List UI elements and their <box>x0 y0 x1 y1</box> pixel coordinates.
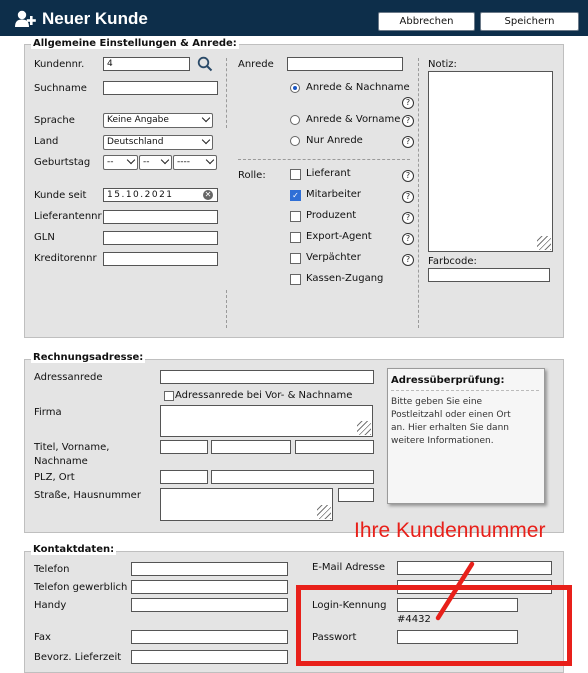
creditor-no-label: Kreditorennr <box>34 253 97 264</box>
address-salutation-checkbox-label: Adressanrede bei Vor- & Nachname <box>175 390 353 401</box>
role-checkbox-export-agent[interactable] <box>290 232 301 243</box>
role-checkbox-lessor[interactable] <box>290 253 301 264</box>
address-salutation-field[interactable] <box>160 370 374 384</box>
phone-business-field[interactable] <box>131 580 288 594</box>
address-verify-title: Adressüberprüfung: <box>391 375 505 386</box>
login-hint: #4432 <box>397 614 431 625</box>
section-divider <box>238 159 410 160</box>
firstname-field[interactable] <box>211 440 291 454</box>
gln-label: GLN <box>34 232 55 243</box>
annotation-arrow <box>430 560 480 624</box>
zip-field[interactable] <box>160 470 208 484</box>
resize-grip-icon[interactable] <box>317 505 331 519</box>
role-checkbox-producer[interactable] <box>290 211 301 222</box>
supplier-no-field[interactable] <box>103 210 218 224</box>
birthday-year-select[interactable] <box>173 155 217 170</box>
customer-since-field[interactable]: 15.10.2021 <box>103 188 218 202</box>
role-label-producer: Produzent <box>306 210 357 221</box>
verify-text-line: Postleitzahl oder einen Ort <box>391 410 511 420</box>
name-label-line1: Titel, Vorname, <box>34 442 110 453</box>
city-field[interactable] <box>211 470 374 484</box>
address-salutation-checkbox[interactable] <box>164 391 174 401</box>
language-label: Sprache <box>34 115 75 126</box>
search-name-label: Suchname <box>34 83 87 94</box>
role-checkbox-cash-access[interactable] <box>290 274 301 285</box>
login-label: Login-Kennung <box>312 600 387 611</box>
help-icon[interactable]: ? <box>402 212 414 224</box>
fax-field[interactable] <box>131 630 288 644</box>
email-label: E-Mail Adresse <box>312 562 386 573</box>
section-divider <box>391 390 539 391</box>
help-icon[interactable]: ? <box>402 233 414 245</box>
add-user-icon <box>15 10 37 28</box>
role-checkbox-employee[interactable]: ✓ <box>290 190 301 201</box>
role-label-supplier: Lieferant <box>306 168 351 179</box>
house-no-field[interactable] <box>338 488 374 502</box>
gln-field[interactable] <box>103 231 218 245</box>
resize-grip-icon[interactable] <box>357 421 371 435</box>
page-title: Neuer Kunde <box>42 9 148 28</box>
phone-business-label: Telefon gewerblich <box>34 582 128 593</box>
country-label: Land <box>34 136 59 147</box>
general-legend: Allgemeine Einstellungen & Anrede: <box>33 38 237 49</box>
cancel-button[interactable]: Abbrechen <box>378 12 475 31</box>
customer-since-label: Kunde seit <box>34 190 87 201</box>
language-value: Keine Angabe <box>107 115 169 125</box>
supplier-no-label: Lieferantennr <box>34 211 102 222</box>
help-icon[interactable]: ? <box>402 254 414 266</box>
chevron-down-icon <box>202 136 210 144</box>
creditor-no-field[interactable] <box>103 252 218 266</box>
chevron-down-icon <box>206 156 214 164</box>
mobile-field[interactable] <box>131 598 288 612</box>
color-code-field[interactable] <box>428 268 550 282</box>
birthday-month-value: -- <box>143 157 150 167</box>
role-checkbox-supplier[interactable] <box>290 169 301 180</box>
address-verify-text <box>391 396 511 448</box>
phone-label: Telefon <box>34 564 70 575</box>
role-label: Rolle: <box>238 170 266 181</box>
chevron-down-icon <box>202 114 210 122</box>
note-textarea[interactable] <box>428 71 553 252</box>
country-select[interactable] <box>103 135 213 150</box>
title-field[interactable] <box>160 440 208 454</box>
salutation-field[interactable] <box>287 57 403 71</box>
annotation-text: Ihre Kundennummer <box>354 519 546 542</box>
delivery-time-label: Bevorz. Lieferzeit <box>34 652 122 663</box>
help-icon[interactable]: ? <box>402 191 414 203</box>
salutation-option-radio[interactable] <box>290 83 300 93</box>
salutation-option-label: Nur Anrede <box>306 135 363 146</box>
street-textarea[interactable] <box>160 488 333 521</box>
help-icon[interactable]: ? <box>402 115 414 127</box>
color-code-label: Farbcode: <box>428 256 477 267</box>
country-value: Deutschland <box>107 137 164 147</box>
salutation-option-radio[interactable] <box>290 136 300 146</box>
verify-text-line: Bitte geben Sie eine <box>391 397 483 407</box>
name-label-line2: Nachname <box>34 456 88 467</box>
help-icon[interactable]: ? <box>402 136 414 148</box>
customer-no-label: Kundennr. <box>34 59 85 70</box>
birthday-year-value: ---- <box>177 157 190 167</box>
street-label: Straße, Hausnummer <box>34 490 141 501</box>
role-label-employee: Mitarbeiter <box>306 189 362 200</box>
mobile-label: Handy <box>34 600 67 611</box>
lastname-field[interactable] <box>295 440 374 454</box>
salutation-option-label: Anrede & Vorname <box>306 114 401 125</box>
help-icon[interactable]: ? <box>402 170 414 182</box>
zip-city-label: PLZ, Ort <box>34 472 75 483</box>
column-divider <box>418 58 419 328</box>
verify-text-line: an. Hier erhalten Sie dann <box>391 423 509 433</box>
search-name-field[interactable] <box>103 81 218 95</box>
address-salutation-label: Adressanrede <box>34 372 103 383</box>
phone-field[interactable] <box>131 562 288 576</box>
salutation-option-radio[interactable] <box>290 115 300 125</box>
delivery-time-field[interactable] <box>131 650 288 664</box>
chevron-down-icon <box>161 156 169 164</box>
column-divider <box>226 290 227 328</box>
password-label: Passwort <box>312 632 357 643</box>
role-label-export-agent: Export-Agent <box>306 231 372 242</box>
save-button[interactable]: Speichern <box>480 12 579 31</box>
contact-legend: Kontaktdaten: <box>33 544 115 555</box>
column-divider <box>226 58 227 128</box>
customer-no-field[interactable]: 4 <box>103 57 190 71</box>
salutation-option-label: Anrede & Nachname <box>306 82 410 93</box>
birthday-day-value: -- <box>107 157 114 167</box>
role-label-cash-access: Kassen-Zugang <box>306 273 384 284</box>
resize-grip-icon[interactable] <box>537 236 551 250</box>
search-icon[interactable] <box>197 56 213 72</box>
note-label: Notiz: <box>428 59 457 70</box>
birthday-label: Geburtstag <box>34 157 91 168</box>
company-label: Firma <box>34 407 62 418</box>
salutation-label: Anrede <box>238 59 274 70</box>
language-select[interactable] <box>103 113 213 128</box>
chevron-down-icon <box>127 156 135 164</box>
help-icon[interactable]: ? <box>402 97 414 109</box>
fax-label: Fax <box>34 632 51 643</box>
birthday-month-select[interactable] <box>139 155 172 170</box>
billing-legend: Rechnungsadresse: <box>33 352 144 363</box>
role-label-lessor: Verpächter <box>306 252 361 263</box>
company-textarea[interactable] <box>160 405 373 437</box>
birthday-day-select[interactable] <box>103 155 138 170</box>
clear-date-icon[interactable]: ✕ <box>204 190 212 199</box>
verify-text-line: weitere Informationen. <box>391 436 494 446</box>
